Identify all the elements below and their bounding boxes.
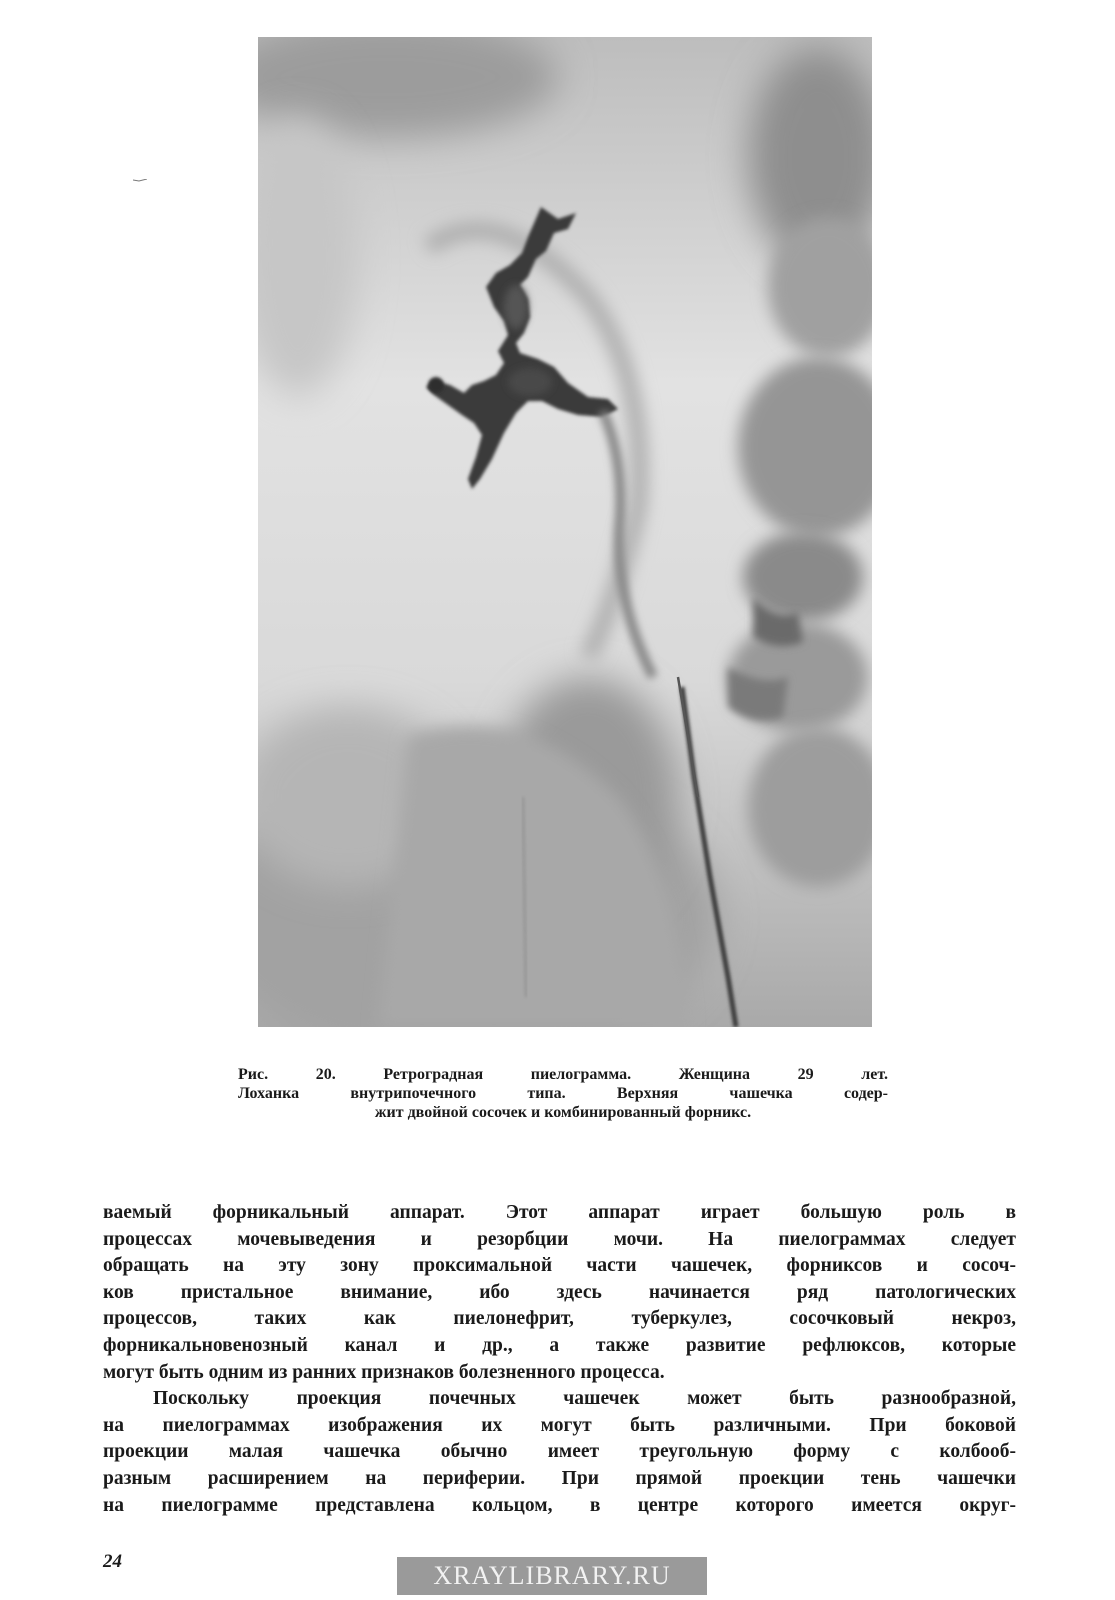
text-line: ков пристальное внимание, ибо здесь начинается ряд патологических — [103, 1281, 1016, 1303]
text-line: проекции малая чашечка обычно имеет треугольную форму с колбооб- — [103, 1441, 1016, 1463]
pyelogram-image — [258, 37, 872, 1027]
text-line: ваемый форникальный аппарат. Этот аппарат играет большую роль в — [103, 1202, 1016, 1223]
body-paragraphs — [103, 1200, 1016, 1519]
text-line: на пиелограмме представлена кольцом, в центре которого имеется округ- — [103, 1494, 1016, 1516]
text-line: процессов, таких как пиелонефрит, туберкулез, сосочковый некроз, — [103, 1308, 1016, 1330]
text-line: на пиелограммах изображения их могут быть различными. При боковой — [103, 1414, 1016, 1436]
text-line: разным расширением на периферии. При прямой проекции тень чашечки — [103, 1467, 1016, 1489]
caption-line: Рис. 20. Ретроградная пиелограмма. Женщина 29 лет. — [238, 1066, 888, 1083]
xray-figure — [258, 37, 872, 1027]
caption-line: Лоханка внутрипочечного типа. Верхняя чашечка содер- — [238, 1085, 888, 1102]
text-line: форникальновенозный канал и др., а также развитие рефлюксов, которые — [103, 1334, 1016, 1356]
watermark-banner: XRAYLIBRARY.RU — [397, 1557, 707, 1595]
text-line: Поскольку проекция почечных чашечек может быть разнообразной, — [153, 1388, 1016, 1410]
caption-line: жит двойной сосочек и комбинированный форникс. — [374, 1104, 752, 1121]
page-number: 24 — [103, 1551, 122, 1572]
figure-caption — [238, 1065, 888, 1122]
text-line: обращать на эту зону проксимальной части чашечек, форниксов и сосоч- — [103, 1255, 1016, 1277]
text-line: процессах мочевыведения и резорбции мочи. На пиелограммах следует — [103, 1228, 1016, 1250]
text-line: могут быть одним из ранних признаков болезненного процесса. — [103, 1361, 665, 1383]
scan-speck — [133, 167, 147, 170]
